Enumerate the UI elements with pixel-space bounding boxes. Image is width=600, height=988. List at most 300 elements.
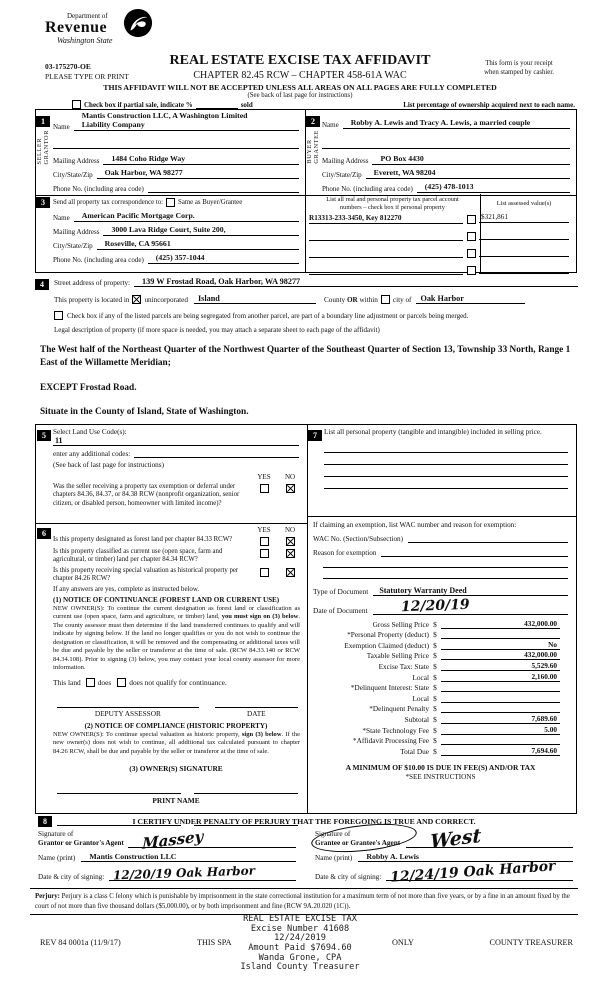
grantee-sig-label-1: Signature of [315,830,351,838]
land-use-code-input[interactable]: 11 [53,436,299,446]
within-word: within [359,296,378,305]
corr-csz-label: City/State/Zip [53,242,93,250]
corr-mailing-row [53,226,299,236]
buyer-name-input[interactable]: Robby A. Lewis and Tracy A. Lewis, a married couple [343,119,570,129]
reason-row [313,547,568,557]
sold-label: sold [240,101,253,109]
fee-label: Gross Selling Price [372,619,429,629]
fee-row-delinq-state [313,682,560,693]
grantor-date-row [38,863,296,883]
owner-signature-line[interactable] [57,785,181,794]
buyer-box [305,110,576,195]
parcel-header-line1: List all real and personal property tax parcel account [326,196,459,203]
fee-row-penalty [313,703,560,714]
seller-name-input[interactable] [74,112,299,131]
land-does-checkbox[interactable] [86,678,95,687]
grantor-signature-block [38,827,296,883]
owner-signature-line-2[interactable] [194,785,298,794]
corr-name-row [53,212,299,222]
corr-mailing-label: Mailing Address [53,228,100,236]
fee-label: Excise Tax: State [378,661,429,671]
land-does-not-checkbox[interactable] [117,678,126,687]
grantor-name-label: Name (print) [38,854,76,862]
buyer-name-label: Name [322,121,339,129]
dollar-sign: $ [433,736,437,746]
fee-value[interactable]: 5.00 [441,725,560,735]
historic-question: Is this property receiving special valuation as historical property per chapter 84.26 RCW? [53,566,239,583]
personal-property-input-3[interactable] [324,465,568,477]
deferral-question: Was the seller receiving a property tax exemption or deferral under chapters 84.36, 84.37, or 84.38 RCW (nonprofit organization, senior citizen, or disabled person, homeowner with limited income)? [53,483,240,507]
certify-statement: I CERTIFY UNDER PENALTY OF PERJURY THAT THE FOREGOING IS TRUE AND CORRECT. [132,817,476,826]
section6-number: 6 [37,528,51,539]
dollar-sign: $ [433,683,437,693]
partial-sale-checkbox[interactable] [72,100,81,109]
seller-name-line2: Liability Company [81,119,145,129]
grantee-date-label: Date & city of signing: [315,873,382,881]
fee-label: Local [412,693,429,703]
county-input[interactable]: Island [194,294,316,304]
continuance-body-pre: NEW OWNER(S): To continue the current designation as forest land or classification as current use (open space, farm and agriculture, or timber) land, [53,604,300,621]
deferral-yes-checkbox[interactable] [260,484,269,493]
parcel-input-1[interactable]: R13313-233-3450, Key 812270 [309,214,463,224]
fee-label: *State Technology Fee [362,725,429,735]
wac-input[interactable] [408,533,568,543]
seller-mailing-label: Mailing Address [53,156,100,165]
historic-no-checkbox[interactable] [286,568,295,577]
fee-label: *Affidavit Processing Fee [352,736,429,746]
seller-extra-name-input[interactable] [53,140,299,149]
forest-no-checkbox[interactable] [286,537,295,546]
fee-value[interactable]: 432,000.00 [441,619,560,629]
county-word: County [323,296,346,305]
doc-type-label: Type of Document [313,587,369,596]
assessor-sign-lines [57,699,298,708]
continuance-body [53,605,300,673]
additional-codes-input[interactable] [134,449,299,458]
seller-csz-input[interactable]: Oak Harbor, WA 98277 [97,169,299,179]
fee-row-excise-state [313,660,560,671]
warning-line: THIS AFFIDAVIT WILL NOT BE ACCEPTED UNLESS ALL AREAS ON ALL PAGES ARE FULLY COMPLETED [103,83,497,92]
fee-row-gross [313,618,560,629]
buyer-phone-label: Phone No. (including area code) [322,185,413,193]
left-column [36,425,308,813]
street-address-input[interactable]: 139 W Frostad Road, Oak Harbor, WA 98277 [134,277,578,287]
fee-value[interactable] [441,703,560,713]
compliance-body-post: . If the new owner(s) does not wish to continue, all additional tax calculated pursuant to chapter 84.26 RCW, shall be due and payable by the seller or transferor at the time of sale. [53,730,300,755]
dor-logo [45,12,195,45]
fee-label: Exemption Claimed (deduct) [344,640,429,650]
perjury-notice [30,888,578,915]
section5-number: 5 [37,430,51,441]
seller-side-label [37,130,50,165]
land-qualify-row [53,678,307,687]
seller-phone-label: Phone No. (including area code) [53,184,144,193]
forest-yes-checkbox[interactable] [260,537,269,546]
additional-codes-row [53,449,299,458]
fee-label: *Delinquent Penalty [369,704,429,714]
property-section [30,277,578,417]
perjury-label: Perjury: [35,893,60,900]
dollar-sign: $ [433,693,437,703]
street-address-label: Street address of property: [54,279,131,288]
stamp-line-4: Amount Paid $7694.60 [248,942,352,953]
assessed-input-3[interactable] [479,247,569,257]
stamp-line-2: Excise Number 41608 [250,923,350,934]
grantor-name-row [38,852,296,862]
assessed-input-1[interactable]: $321,861 [479,213,569,223]
unincorporated-checkbox[interactable] [132,295,141,304]
middle-sections [35,424,577,814]
receipt-note-line1: This form is your receipt [485,60,553,67]
fee-row-processing-fee [313,735,560,746]
grantor-signature-handwriting: Massey [141,827,204,853]
doc-type-row [313,586,568,596]
segregated-row [54,311,578,320]
seller-csz-row [53,169,299,179]
certification-section [30,812,578,886]
located-pre-label: This property is located in [54,296,130,305]
corr-mailing-input[interactable]: 3000 Lava Ridge Court, Suite 200, [103,226,299,236]
forest-question: Is this property designated as forest land per chapter 84.33 RCW? [53,536,233,543]
dollar-sign: $ [433,704,437,714]
dollar-sign: $ [433,640,437,650]
parties-box [35,109,577,196]
doc-date-handwriting: 12/20/19 [400,596,470,616]
seller-mailing-row [53,155,299,165]
historic-yes-checkbox[interactable] [260,568,269,577]
segregated-checkbox[interactable] [54,311,63,320]
fee-value[interactable] [441,693,560,703]
grantor-name-input[interactable]: Mantis Construction LLC [81,852,296,862]
fee-value[interactable]: 7,689.60 [441,714,560,724]
see-instructions-note: *SEE INSTRUCTIONS [405,772,476,781]
section7-number: 7 [308,430,322,441]
deputy-assessor-label: DEPUTY ASSESSOR [94,708,161,718]
see-back-note: (See back of last page for instructions) [247,92,353,99]
corr-csz-input[interactable]: Roseville, CA 95661 [97,240,299,250]
current-use-yes-checkbox[interactable] [260,549,269,558]
grantee-sig-labels [315,830,400,848]
section4-number: 4 [35,279,49,290]
no-label: NO [284,526,296,534]
grantor-date-input[interactable] [109,863,296,883]
dollar-sign: $ [433,661,437,671]
seller-name-line1: Mantis Construction LLC, A Washington Limited [81,111,248,120]
assessed-column [472,194,576,272]
seller-word: SELLER [36,137,43,165]
yes-no-header [53,526,303,534]
deputy-assessor-sign-line[interactable] [57,699,199,708]
buyer-csz-row [322,169,570,179]
logo-state-text: Washington State [57,36,113,45]
segregated-label: Check box if any of the listed parcels are being segregated from another parcel, are part of a boundary line adjustment or parcels being merged. [67,311,469,320]
continuance-title: (1) NOTICE OF CONTINUANCE (FOREST LAND OR CURRENT USE) [53,595,280,604]
only-text: ONLY [392,938,414,947]
stamp-line-6: Island County Treasurer [240,962,360,973]
current-use-question-row [53,548,303,565]
revenue-logo-icon [123,8,153,38]
grantor-signature-line[interactable] [128,827,296,853]
fee-row-subtotal [313,713,560,724]
grantor-sig-row [38,827,296,853]
assessed-header: List assessed value(s) [496,200,552,207]
buyer-word: BUYER [306,139,313,164]
fee-label: Taxable Selling Price [366,651,429,661]
correspondence-box [35,194,577,273]
corr-phone-label: Phone No. (including area code) [53,256,144,264]
partial-sale-label: Check box if partial sale, indicate % [84,101,193,109]
rev-form-number: REV 84 0001a (11/9/17) [40,938,121,947]
seller-mailing-input[interactable]: 1484 Coho Ridge Way [103,155,299,165]
seller-name-row [53,112,299,131]
section3-number: 3 [36,197,50,208]
parcel-row [309,265,476,275]
grantor-date-handwriting: 12/20/19 Oak Harbor [113,863,256,883]
dollar-sign: $ [433,651,437,661]
grantee-signature-block [315,824,573,886]
grantee-name-label: Name (print) [315,854,353,862]
compliance-body-bold: sign (3) below [241,730,282,738]
personal-property-input-4[interactable] [324,477,568,489]
print-name-label: PRINT NAME [152,796,200,806]
stamp-line-5: Wanda Grone, CPA [258,952,342,963]
continuance-body-post: . The county assessor must then determine if the land transferred continues to qualify and will indicate by signing below. If the land no longer qualifies or you do not wish to continue the designation or classification, it will be removed and the compensating or additional taxes will be due and payable by the seller or transferor at the time of sale. (RCW 84.33.140 or RCW 84.34.108). Prior to signing (3) below, you may contact your local county assessor for more information. [53,613,300,672]
historic-question-row [53,567,303,584]
fee-label: Subtotal [404,714,429,724]
fee-row-taxable [313,650,560,661]
assessor-labels [57,709,298,718]
grantee-sig-label-2: Grantee or Grantee's Agent [315,839,401,847]
fee-value[interactable] [441,735,560,745]
grantee-signature-line[interactable] [406,824,573,854]
grantor-sig-labels [38,830,124,848]
unincorporated-label: unincorporated [144,296,188,305]
legal-desc-except: EXCEPT Frostad Road. [40,382,137,393]
forest-question-row [53,536,303,546]
ownership-note: List percentage of ownership acquired next to each name. [403,101,575,109]
corr-name-input[interactable]: American Pacific Mortgage Corp. [74,212,299,222]
this-land-label: This land [53,677,81,687]
parcel-input-3[interactable] [309,248,463,258]
fee-row-exemption [313,639,560,650]
deferral-question-row [53,483,303,508]
legal-desc-text: The West half of the Northeast Quarter of the Northwest Quarter of the Southeast Quarter of Section 13, Township 33 North, Range 1 East of the Willamette Meridian; [40,345,571,368]
grantee-word: GRANTEE [312,130,320,164]
street-address-row [54,277,578,287]
parcel-header [309,196,476,211]
logo-dept-text: Department of [67,12,108,20]
yes-no-header [53,473,303,481]
reason-input-2[interactable] [323,557,568,568]
same-as-buyer-checkbox[interactable] [166,198,175,207]
owners-signature-label: (3) OWNER(S) SIGNATURE [129,764,223,774]
correspondence-row [53,198,301,207]
parcel-input-4[interactable] [309,265,463,275]
buyer-mailing-input[interactable]: PO Box 4430 [372,155,570,165]
parcel-row [309,248,476,258]
section2-number: 2 [306,116,320,127]
section8-number: 8 [38,816,52,827]
fee-row-excise-local [313,671,560,682]
fee-label: Local [412,672,429,682]
land-use-section [36,428,307,524]
legal-desc-label: Legal description of property (if more space is needed, you may attach a separate sheet to each page of the affidavit) [54,326,380,335]
buyer-side-label [307,130,320,164]
fee-value[interactable]: 2,160.00 [441,672,560,682]
fee-label: *Personal Property (deduct) [347,630,429,640]
fee-value[interactable]: 5,529.60 [441,661,560,671]
grantor-word: GRANTOR [42,130,50,165]
logo-revenue-text: Revenue [45,19,108,36]
buyer-csz-input[interactable]: Everett, WA 98204 [366,169,570,179]
doc-date-label: Date of Document [313,606,368,615]
buyer-mailing-label: Mailing Address [322,157,369,165]
form-subtitle: CHAPTER 82.45 RCW – CHAPTER 458-61A WAC [193,70,407,81]
grantee-date-input[interactable] [386,858,573,886]
fee-row-total-due [313,745,560,756]
compliance-body [53,731,300,757]
correspondence-label: Send all property tax correspondence to: [53,199,164,206]
corr-phone-input[interactable]: (425) 357-1044 [148,254,299,264]
yes-label: YES [257,473,271,481]
exemption-label: If claiming an exemption, list WAC number and reason for exemption: [313,521,517,529]
fee-value[interactable] [441,682,560,692]
doc-date-row [313,596,568,616]
continuance-body-bold: you must sign on (3) below [221,613,299,621]
fee-value[interactable]: 7,694.60 [441,746,560,756]
date-label: DATE [247,708,266,718]
designation-section [36,526,307,826]
wac-label: WAC No. (Section/Subsection) [313,535,404,543]
dollar-sign: $ [433,714,437,724]
current-use-question: Is this property classified as current use (open space, farm and agricultural, or timber) land per chapter 84.34 RCW? [53,548,223,564]
corr-phone-row [53,254,299,264]
fee-row-delinq-local [313,692,560,703]
footer-row [0,912,600,982]
perjury-text: Perjury is a class C felony which is punishable by imprisonment in the state correctional institution for a maximum term of not more than five years, or by a fine in an amount fixed by the court of not more than five thousand dollars ($5,000.00), or by both imprisonment and fine (RCW 9A.20.020 (1C)). [35,893,570,910]
does-not-label: does not qualify for continuance. [129,677,227,687]
parcel-header-line2: numbers – check box if personal property [340,203,445,211]
deferral-no-checkbox[interactable] [286,484,295,493]
county-treasurer-text: COUNTY TREASURER [489,938,573,947]
personal-property-section [307,428,576,517]
receipt-note-line2: when stamped by cashier. [484,68,554,76]
parcel-input-2[interactable] [309,231,463,241]
dollar-sign: $ [433,619,437,629]
same-as-label: Same as Buyer/Grantee [178,199,243,206]
form-title: REAL ESTATE EXCISE TAX AFFIDAVIT [169,53,431,68]
buyer-phone-row [322,183,570,193]
fee-table [313,618,568,756]
dollar-sign: $ [433,725,437,735]
or-word: OR [346,296,358,305]
form-number: 03-175270-OE [45,62,91,71]
dollar-sign: $ [433,630,437,640]
seller-name-label: Name [53,122,70,131]
stamp-line-1: REAL ESTATE EXCISE TAX [243,914,357,924]
grantor-date-label: Date & city of signing: [38,873,105,881]
no-label: NO [284,473,296,481]
partial-sale-row [72,100,575,109]
grantee-signature-handwriting: West [430,824,482,854]
reason-input-3[interactable] [323,568,568,579]
seller-phone-input[interactable] [148,183,299,193]
doc-type-input[interactable]: Statutory Warranty Deed [373,586,568,596]
fee-label: Total Due [400,746,429,756]
grantor-sig-label-2: Grantor or Grantor's Agent [38,839,124,847]
section1-number: 1 [36,116,50,127]
fee-row-tech-fee [313,724,560,735]
yes-label: YES [257,526,271,534]
buyer-extra-name-input[interactable] [322,140,570,149]
assessor-date-line[interactable] [215,699,298,708]
doc-date-input[interactable] [373,598,568,615]
personal-property-input-1[interactable] [324,441,568,453]
parcel-row [309,231,476,241]
fee-value[interactable] [441,629,560,639]
parcel-row [309,214,476,224]
personal-property-input-2[interactable] [324,453,568,465]
compliance-title: (2) NOTICE OF COMPLIANCE (HISTORIC PROPERTY) [84,721,268,730]
seller-csz-label: City/State/Zip [53,170,93,179]
compliance-body-pre: NEW OWNER(S): To continue special valuation as historic property, [53,730,242,738]
buyer-phone-input[interactable]: (425) 478-1013 [417,183,570,193]
grantee-name-input[interactable]: Robby A. Lewis [358,852,573,862]
personal-property-label: List all personal property (tangible and intangible) included in selling price. [324,428,542,436]
grantor-sig-label-1: Signature of [38,830,74,838]
city-checkbox[interactable] [381,295,390,304]
dollar-sign: $ [433,746,437,756]
reason-label: Reason for exemption [313,549,377,557]
right-column [307,425,576,813]
corr-csz-row [53,240,299,250]
treasurer-stamp [215,915,385,973]
corr-name-label: Name [53,214,70,222]
grantee-date-handwriting: 12/24/19 Oak Harbor [389,858,557,886]
stamp-line-3: 12/24/2019 [274,933,326,944]
assessed-input-4[interactable] [479,264,569,274]
located-row [54,294,578,304]
dollar-sign: $ [433,672,437,682]
fee-row-personal [313,629,560,640]
current-use-no-checkbox[interactable] [286,549,295,558]
buyer-name-row [322,119,570,129]
seller-box [36,110,306,195]
type-or-print-note: PLEASE TYPE OR PRINT [45,72,129,81]
minimum-note: A MINIMUM OF $10.00 IS DUE IN FEE(S) AND/OR TAX [345,762,536,772]
if-yes-note: If any answers are yes, complete as instructed below. [53,585,200,593]
parcel-column [305,194,481,272]
buyer-mailing-row [322,155,570,165]
see-back-label: (See back of last page for instructions) [53,461,164,469]
additional-codes-label: enter any additional codes: [53,450,131,458]
this-space-text: THIS SPA [197,938,232,947]
fee-value[interactable]: No [441,640,560,650]
assessed-input-2[interactable] [479,230,569,240]
fee-label: *Delinquent Interest: State [350,683,429,693]
land-use-label: Select Land Use Code(s): [53,428,127,436]
legal-desc-situate: Situate in the County of Island, State of Washington. [40,406,249,417]
grantee-sig-row [315,824,573,854]
seller-phone-row [53,183,299,193]
tax-correspondence [36,194,306,272]
exemption-section [307,517,576,781]
fee-value[interactable]: 432,000.00 [441,650,560,660]
buyer-csz-label: City/State/Zip [322,171,362,179]
city-input[interactable]: Oak Harbor [416,294,525,304]
reason-input[interactable] [381,547,568,557]
wac-row [313,533,568,543]
